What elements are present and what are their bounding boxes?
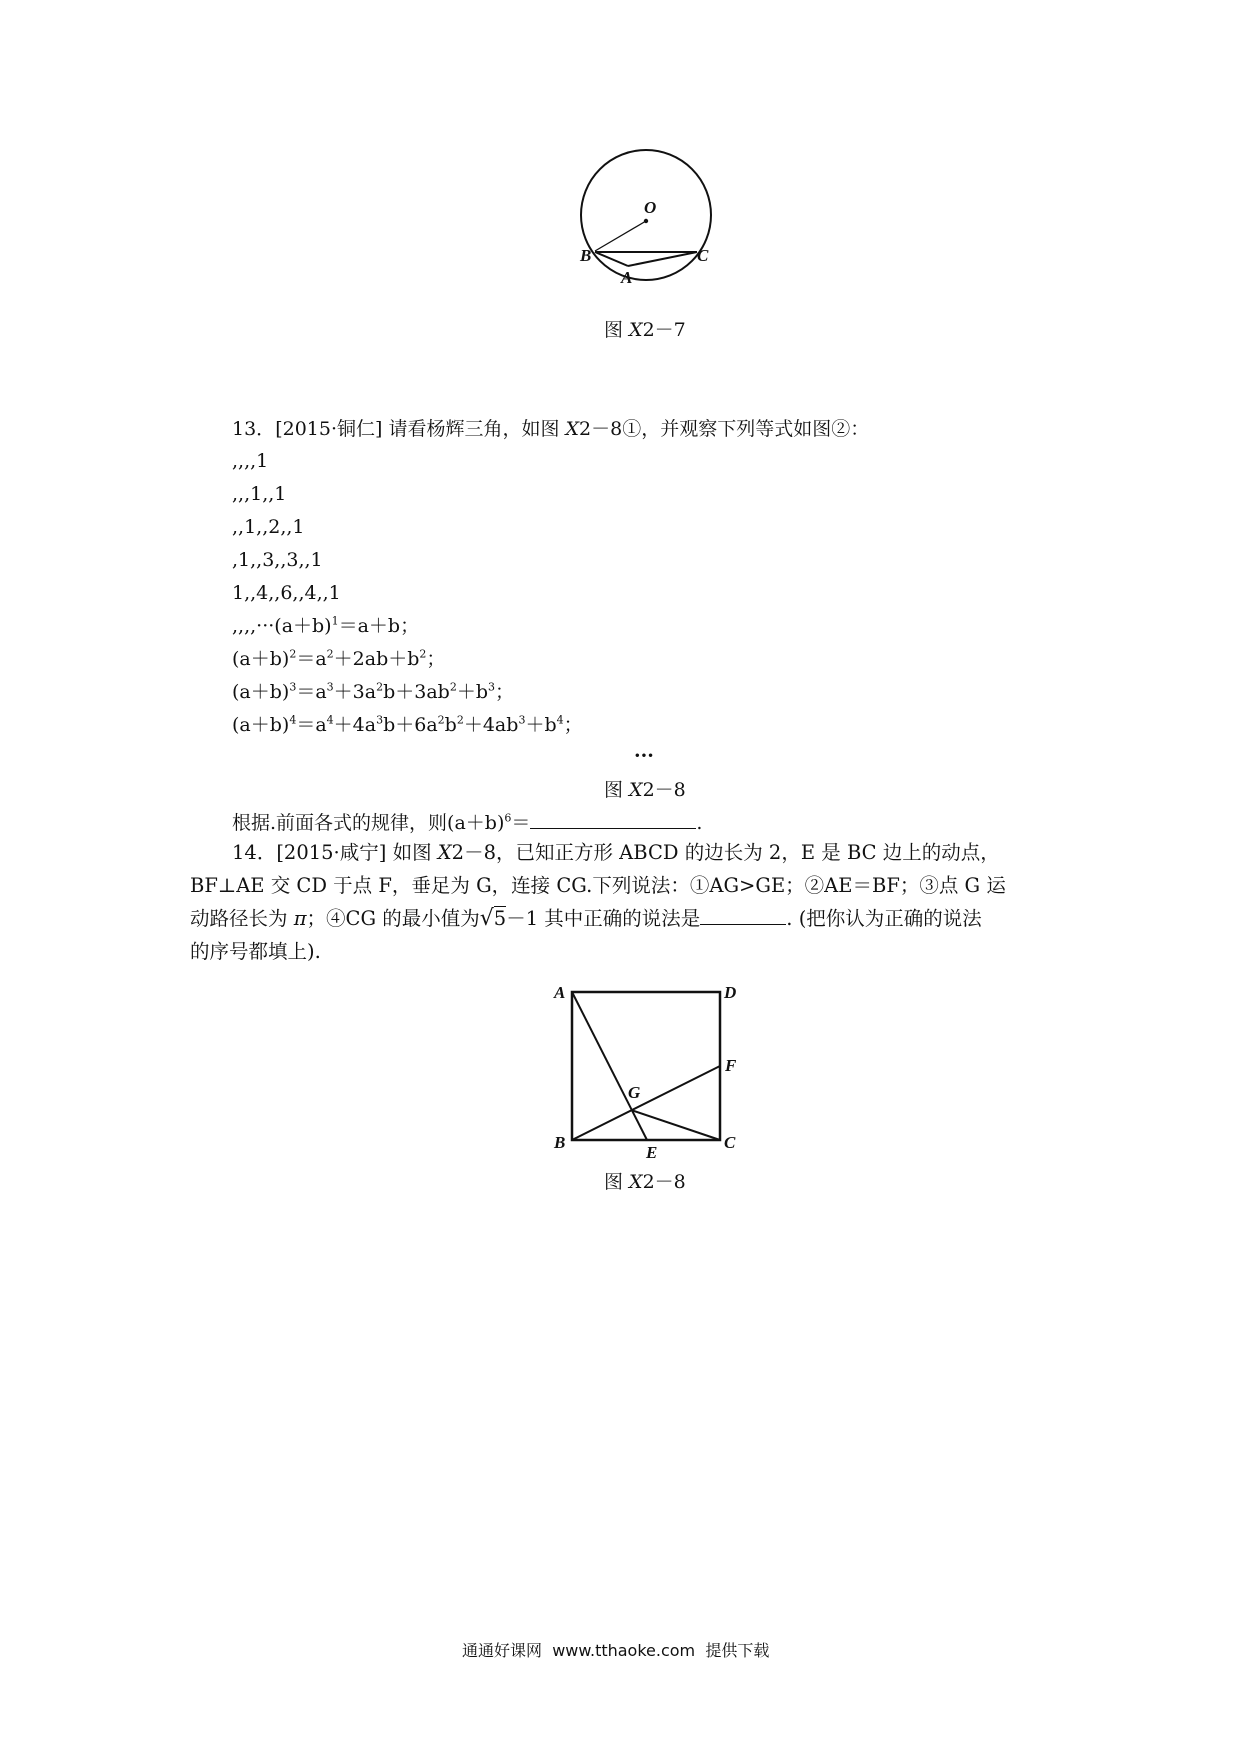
square-figure — [548, 980, 748, 1160]
caption-number: 2－7 — [642, 319, 686, 341]
triangle-row-2: ,,,1,,1 — [232, 483, 287, 505]
label-e: E — [646, 1143, 658, 1160]
q13-stem: 13．[2015·铜仁] 请看杨辉三角，如图 X2－8①，并观察下列等式如图②： — [232, 418, 870, 440]
triangle-row-3: ,,1,,2,,1 — [232, 516, 305, 538]
segment-bf — [572, 1066, 720, 1140]
q14-line-4: 的序号都填上). — [190, 940, 321, 963]
triangle-row-1: ,,,,1 — [232, 450, 269, 472]
radius-ob — [595, 221, 646, 251]
label-g: G — [628, 1083, 641, 1102]
sqrt-five: √5 — [479, 906, 507, 931]
label-a: A — [621, 268, 633, 287]
figure-caption-x2-8-a: 图 X2－8 — [604, 779, 686, 801]
circle-figure — [560, 148, 720, 308]
label-o: O — [644, 198, 657, 217]
answer-blank-13[interactable] — [530, 810, 696, 829]
square-abcd — [572, 992, 720, 1140]
label-a: A — [554, 983, 566, 1002]
q14-line-3: 动路径长为 π；④CG 的最小值为√5－1 其中正确的说法是 . (把你认为正确的说法 — [190, 903, 982, 935]
label-d: D — [724, 983, 737, 1002]
page-footer — [462, 1638, 769, 1661]
chord-ba — [595, 252, 628, 266]
figure-caption-x2-8-b: 图 X2－8 — [604, 1171, 686, 1193]
q14-source: [2015·咸宁] — [276, 841, 387, 864]
equation-3: $(a+b)^3=a^3+3a^2b+3ab^2+b^3$； — [232, 680, 515, 703]
figure-caption-x2-7 — [604, 318, 686, 342]
equation-2: $(a+b)^2=a^2+2ab+b^2$； — [232, 647, 446, 670]
ellipsis: ··· — [634, 745, 654, 767]
q13-source: [2015·铜仁] — [275, 418, 383, 440]
label-b: B — [580, 246, 592, 265]
chord-ac — [628, 252, 697, 266]
label-c: C — [697, 246, 709, 265]
label-c: C — [724, 1133, 736, 1152]
label-f: F — [725, 1056, 737, 1075]
label-b: B — [554, 1133, 566, 1152]
triangle-row-5: 1,,4,,6,,4,,1 — [232, 582, 341, 604]
equation-4: $(a+b)^4=a^4+4a^3b+6a^2b^2+4ab^3+b^4$； — [232, 713, 583, 736]
answer-blank-14[interactable] — [700, 906, 786, 925]
footer-site-name: 通通好课网 — [462, 1641, 543, 1660]
caption-prefix: 图 — [604, 319, 630, 341]
footer-tail: 提供下载 — [705, 1641, 770, 1660]
q14-line-2: BF⊥AE 交 CD 于点 F，垂足为 G，连接 CG.下列说法：①AG>GE；②AE＝BF；③点 G 运 — [190, 874, 1006, 897]
triangle-row-4: ,1,,3,,3,,1 — [232, 549, 323, 571]
center-dot — [644, 219, 648, 223]
q14-line-1: 14．[2015·咸宁] 如图 X2－8，已知正方形 ABCD 的边长为 2，E 是 BC 边上的动点， — [232, 841, 1000, 864]
segment-ae — [572, 992, 647, 1140]
q14-number: 14． — [232, 841, 277, 864]
caption-ref: X — [629, 319, 643, 341]
footer-url[interactable]: www.tthaoke.com — [552, 1641, 696, 1660]
q13-question: 根据.前面各式的规律，则$(a+b)^6=$ . — [232, 811, 703, 834]
q13-number: 13． — [232, 418, 276, 440]
equation-1: $,,,,\cdot\cdot\cdot(a+b)^1=a+b$； — [232, 614, 420, 637]
